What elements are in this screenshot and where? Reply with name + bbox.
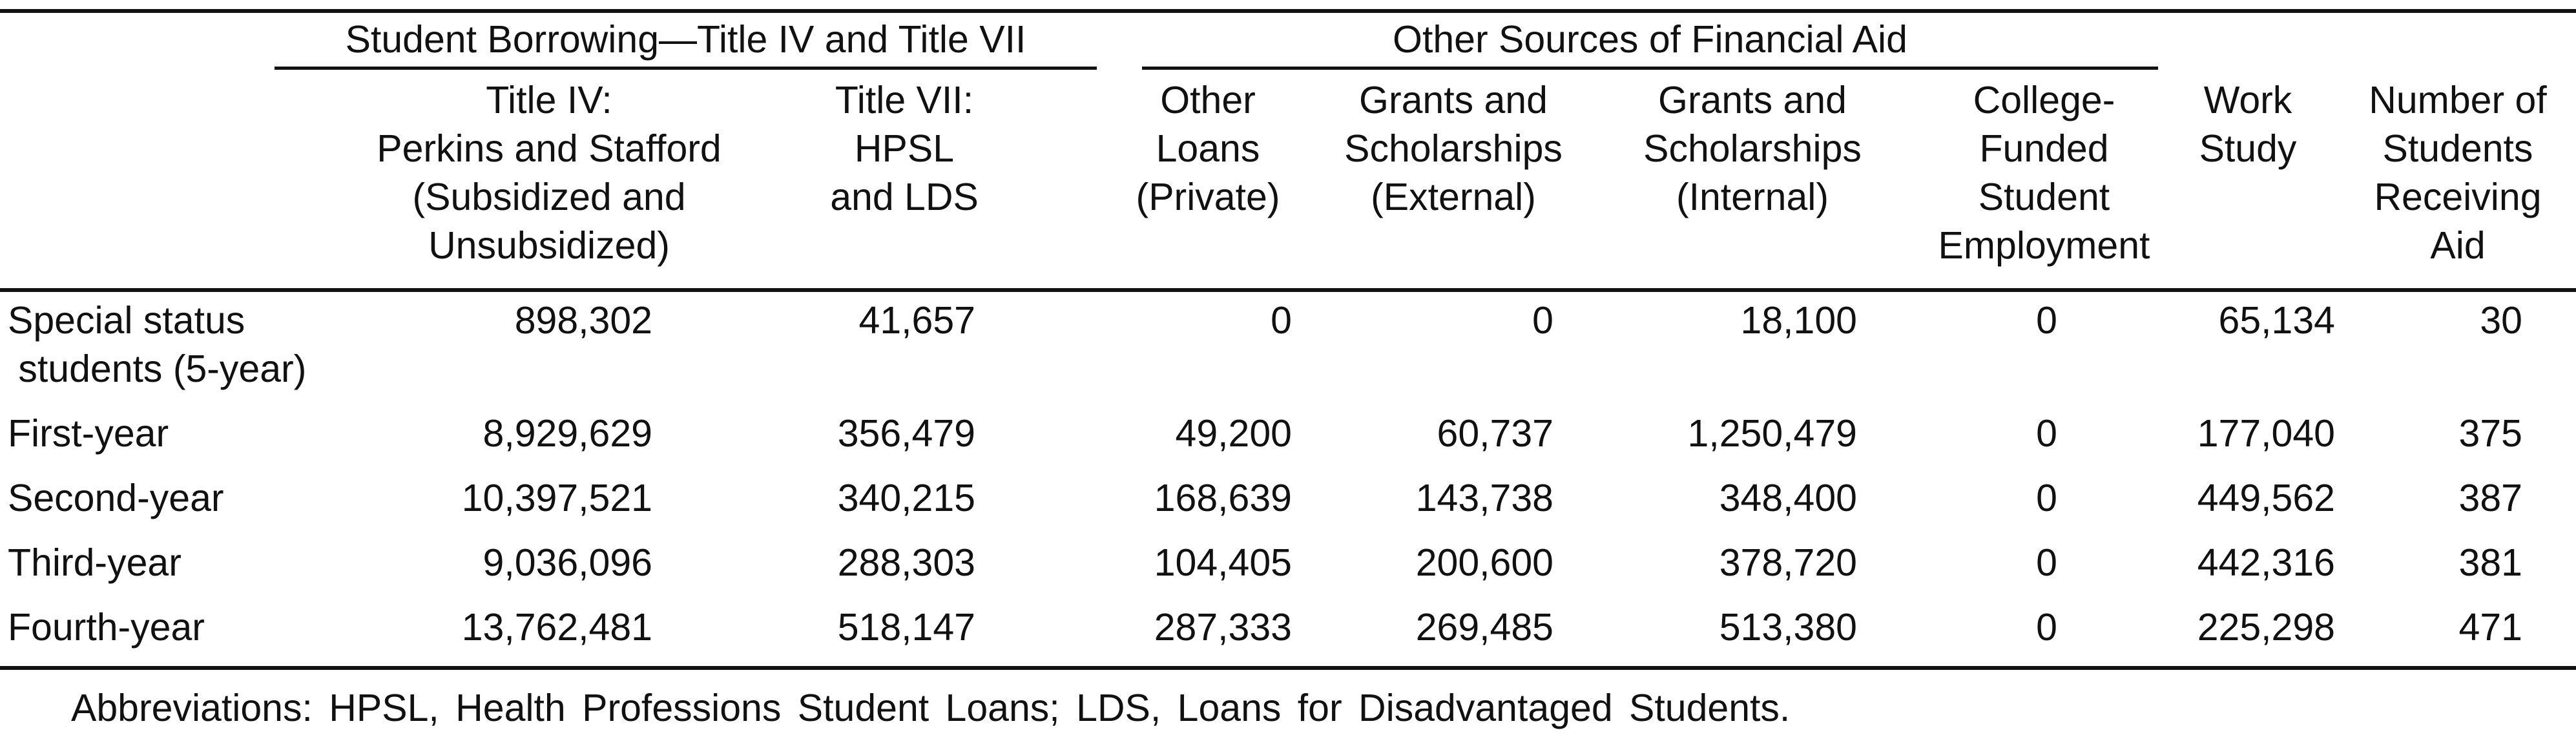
row-label-second-year: Second-year [8, 477, 224, 519]
row-label-third-year: Third-year [8, 541, 182, 584]
table-cell: 8,929,629 [483, 412, 652, 455]
col-header-line: Study [2199, 127, 2297, 170]
row-label-fourth-year: Fourth-year [8, 606, 205, 649]
table-cell: 378,720 [1719, 541, 1857, 584]
col-header-line: Students [2382, 127, 2533, 170]
col-header-title-vii [772, 76, 1037, 222]
table-cell: 375 [2458, 412, 2522, 455]
table-cell: 288,303 [837, 541, 975, 584]
table-cell: 9,036,096 [483, 541, 652, 584]
group-header-student-borrowing: Student Borrowing—Title IV and Title VII [345, 18, 1026, 61]
table-cell: 104,405 [1154, 541, 1292, 584]
table-cell: 143,738 [1415, 477, 1553, 519]
table-cell: 0 [2036, 541, 2057, 584]
table-cell: 49,200 [1175, 412, 1292, 455]
table-cell: 513,380 [1719, 606, 1857, 649]
table-cell: 471 [2458, 606, 2522, 649]
col-header-line: Aid [2430, 224, 2486, 267]
table-cell: 387 [2458, 477, 2522, 519]
table-cell: 0 [2036, 606, 2057, 649]
col-header-line: Employment [1938, 224, 2150, 267]
table-cell: 518,147 [837, 606, 975, 649]
table-cell: 200,600 [1415, 541, 1553, 584]
row-label-special-status-cont: students (5-year) [8, 348, 307, 390]
col-header-line: HPSL [854, 127, 955, 170]
col-header-grants-internal [1620, 76, 1885, 222]
col-header-line: College- [1973, 79, 2115, 121]
table-cell: 225,298 [2197, 606, 2335, 649]
col-header-line: Loans [1156, 127, 1260, 170]
group-header-other-sources: Other Sources of Financial Aid [1393, 18, 1907, 61]
col-header-number-receiving [2351, 76, 2564, 270]
student-borrowing-underline [275, 67, 1097, 70]
header-bottom-rule [0, 288, 2576, 292]
col-header-line: (Private) [1136, 176, 1280, 218]
col-header-line: Title IV: [486, 79, 612, 121]
table-bottom-rule [0, 666, 2576, 670]
col-header-line: and LDS [830, 176, 979, 218]
col-header-line: (Internal) [1676, 176, 1829, 218]
col-header-college-funded [1913, 76, 2175, 270]
table-cell: 348,400 [1719, 477, 1857, 519]
table-cell: 287,333 [1154, 606, 1292, 649]
table-cell: 0 [1271, 299, 1292, 342]
table-cell: 1,250,479 [1687, 412, 1857, 455]
col-header-line: Other [1160, 79, 1256, 121]
col-header-title-iv [326, 76, 772, 270]
col-header-line: (External) [1371, 176, 1536, 218]
col-header-other-loans [1137, 76, 1279, 222]
row-label-first-year: First-year [8, 412, 169, 455]
table-cell: 340,215 [837, 477, 975, 519]
table-cell: 381 [2458, 541, 2522, 584]
col-header-line: (Subsidized and [412, 176, 686, 218]
col-header-line: Grants and [1359, 79, 1548, 121]
table-cell: 0 [2036, 299, 2057, 342]
col-header-line: Scholarships [1643, 127, 1862, 170]
col-header-line: Perkins and Stafford [377, 127, 722, 170]
col-header-line: Work [2203, 79, 2292, 121]
col-header-line: Student [1978, 176, 2110, 218]
table-cell: 449,562 [2197, 477, 2335, 519]
table-cell: 0 [2036, 477, 2057, 519]
col-header-line: Scholarships [1344, 127, 1563, 170]
col-header-line: Unsubsidized) [428, 224, 670, 267]
col-header-grants-external [1318, 76, 1589, 222]
table-cell: 168,639 [1154, 477, 1292, 519]
table-cell: 0 [2036, 412, 2057, 455]
table-cell: 13,762,481 [461, 606, 652, 649]
col-header-line: Receiving [2374, 176, 2542, 218]
table-cell: 41,657 [858, 299, 975, 342]
col-header-line: Grants and [1658, 79, 1847, 121]
col-header-work-study [2174, 76, 2322, 173]
table-cell: 0 [1532, 299, 1553, 342]
table-cell: 10,397,521 [461, 477, 652, 519]
table-cell: 18,100 [1740, 299, 1857, 342]
table-cell: 442,316 [2197, 541, 2335, 584]
footnote: Abbreviations: HPSL, Health Professions Student Loans; LDS, Loans for Disadvantaged Students. [71, 687, 1791, 729]
col-header-line: Number of [2369, 79, 2547, 121]
table-cell: 60,737 [1437, 412, 1553, 455]
table-cell: 269,485 [1415, 606, 1553, 649]
table-cell: 356,479 [837, 412, 975, 455]
row-label-special-status: Special status [8, 299, 245, 342]
table-cell: 177,040 [2197, 412, 2335, 455]
col-header-line: Funded [1979, 127, 2109, 170]
table-cell: 65,134 [2218, 299, 2335, 342]
top-rule [0, 9, 2576, 13]
table-cell: 898,302 [514, 299, 652, 342]
col-header-line: Title VII: [835, 79, 974, 121]
other-sources-underline [1142, 67, 2158, 70]
table-cell: 30 [2480, 299, 2522, 342]
